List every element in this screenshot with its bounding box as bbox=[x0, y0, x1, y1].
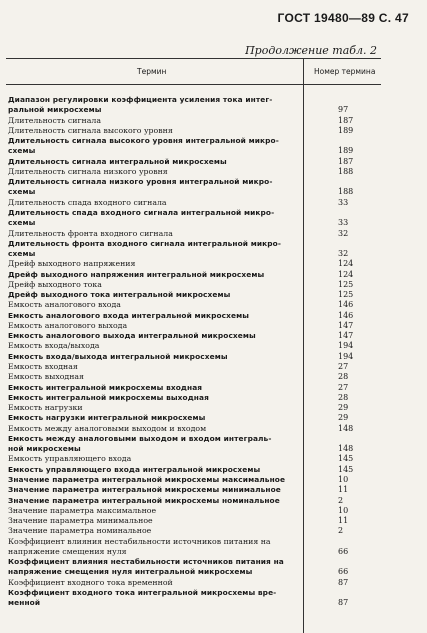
term-number: 28 bbox=[338, 372, 349, 382]
table-row bbox=[8, 598, 418, 607]
table-row bbox=[8, 588, 418, 597]
term-number: 97 bbox=[338, 105, 349, 115]
table-row bbox=[8, 383, 418, 392]
table-row bbox=[8, 259, 418, 268]
term-number: 27 bbox=[338, 382, 349, 392]
term-text: Емкость аналогового выхода интегральной микросхемы bbox=[8, 331, 256, 341]
table-row bbox=[8, 321, 418, 330]
term-number: 27 bbox=[338, 362, 349, 372]
term-text: Диапазон регулировки коэффициента усиления тока интег- bbox=[8, 95, 273, 104]
table-row bbox=[8, 300, 418, 309]
term-number: 10 bbox=[338, 505, 349, 515]
term-text: Значение параметра интегральной микросхемы максимальное bbox=[8, 474, 286, 484]
term-text: Емкость входная bbox=[8, 362, 78, 372]
term-text: Длительность фронта входного сигнала интегральной микро- bbox=[8, 238, 281, 248]
term-text: Емкость нагрузки интегральной микросхемы bbox=[8, 413, 206, 423]
table-header-rule bbox=[6, 84, 381, 85]
term-text: Длительность сигнала низкого уровня bbox=[8, 166, 168, 176]
term-number: 87 bbox=[338, 577, 349, 587]
term-text: напряжение смещения нуля интегральной микросхемы bbox=[8, 567, 253, 577]
table-row bbox=[8, 341, 418, 350]
term-number: 147 bbox=[338, 320, 354, 330]
table-row bbox=[8, 239, 418, 248]
term-number: 10 bbox=[338, 474, 349, 484]
term-text: напряжение смещения нуля bbox=[8, 546, 127, 556]
term-text: ральной микросхемы bbox=[8, 105, 102, 115]
term-number: 125 bbox=[338, 279, 354, 289]
term-number: 87 bbox=[338, 598, 349, 608]
term-text: Значение параметра максимальное bbox=[8, 505, 157, 515]
term-number: 66 bbox=[338, 567, 349, 577]
term-number: 28 bbox=[338, 392, 349, 402]
table-row bbox=[8, 526, 418, 535]
term-text: Коэффициент влияния нестабильности источников питания на bbox=[8, 557, 284, 567]
table-row bbox=[8, 567, 418, 576]
term-text: Коэффициент влияния нестабильности источников питания на bbox=[8, 536, 271, 546]
table-row bbox=[8, 208, 418, 217]
term-number: 2 bbox=[338, 495, 344, 505]
term-text: Емкость нагрузки bbox=[8, 403, 83, 413]
term-number: 148 bbox=[338, 444, 354, 454]
term-text: Длительность спада входного сигнала bbox=[8, 197, 167, 207]
table-row bbox=[8, 311, 418, 320]
table-row bbox=[8, 578, 418, 587]
page-header: ГОСТ 19480—89 С. 47 bbox=[277, 11, 409, 25]
term-number: 147 bbox=[338, 331, 354, 341]
table-row bbox=[8, 557, 418, 566]
table-row bbox=[8, 547, 418, 556]
term-number: 29 bbox=[338, 413, 349, 423]
term-number: 189 bbox=[338, 125, 354, 135]
table-row bbox=[8, 444, 418, 453]
term-text: Емкость аналогового входа интегральной микросхемы bbox=[8, 310, 250, 320]
term-number: 146 bbox=[338, 300, 354, 310]
table-top-rule bbox=[6, 58, 381, 59]
term-text: Емкость управляющего входа bbox=[8, 454, 132, 464]
table-row bbox=[8, 362, 418, 371]
term-text: Значение параметра минимальное bbox=[8, 516, 153, 526]
table-row bbox=[8, 146, 418, 155]
term-number: 33 bbox=[338, 218, 349, 228]
term-number: 194 bbox=[338, 341, 354, 351]
table-row bbox=[8, 280, 418, 289]
table-row bbox=[8, 126, 418, 135]
term-number: 188 bbox=[338, 166, 354, 176]
term-text: ной микросхемы bbox=[8, 444, 81, 454]
term-text: схемы bbox=[8, 146, 36, 156]
term-text: Длительность сигнала интегральной микросхемы bbox=[8, 156, 227, 166]
term-text: схемы bbox=[8, 218, 36, 228]
term-text: Значение параметра интегральной микросхемы минимальное bbox=[8, 485, 281, 495]
term-text: менной bbox=[8, 598, 41, 608]
term-number: 32 bbox=[338, 228, 349, 238]
term-text: Длительность фронта входного сигнала bbox=[8, 228, 173, 238]
term-number: 187 bbox=[338, 115, 354, 125]
column-header-number: Номер термина bbox=[314, 67, 376, 76]
table-row bbox=[8, 454, 418, 463]
term-number: 145 bbox=[338, 464, 354, 474]
term-text: Емкость аналогового входа bbox=[8, 300, 121, 310]
table-row bbox=[8, 537, 418, 546]
table-row bbox=[8, 249, 418, 258]
term-number: 187 bbox=[338, 156, 354, 166]
table-row bbox=[8, 331, 418, 340]
table-row bbox=[8, 424, 418, 433]
term-text: Емкость входа/выхода bbox=[8, 341, 100, 351]
table-row bbox=[8, 187, 418, 196]
term-text: Дрейф выходного тока интегральной микросхемы bbox=[8, 290, 231, 300]
table-row bbox=[8, 95, 418, 104]
table-row bbox=[8, 393, 418, 402]
table-row bbox=[8, 229, 418, 238]
term-text: Длительность спада входного сигнала интегральной микро- bbox=[8, 207, 275, 217]
term-number: 148 bbox=[338, 423, 354, 433]
term-text: схемы bbox=[8, 187, 36, 197]
term-number: 32 bbox=[338, 249, 349, 259]
table-row bbox=[8, 413, 418, 422]
term-text: Длительность сигнала высокого уровня bbox=[8, 125, 173, 135]
term-number: 145 bbox=[338, 454, 354, 464]
term-number: 66 bbox=[338, 546, 349, 556]
table-row bbox=[8, 372, 418, 381]
term-text: Значение параметра интегральной микросхемы номинальное bbox=[8, 495, 280, 505]
table-row bbox=[8, 485, 418, 494]
table-row bbox=[8, 475, 418, 484]
table-row bbox=[8, 516, 418, 525]
table-row bbox=[8, 496, 418, 505]
table-row bbox=[8, 218, 418, 227]
term-text: Емкость выходная bbox=[8, 372, 84, 382]
table-row bbox=[8, 434, 418, 443]
term-text: Дрейф выходного напряжения интегральной микросхемы bbox=[8, 269, 265, 279]
term-text: Емкость между аналоговыми выходом и входом интеграль- bbox=[8, 433, 272, 443]
term-text: Коэффициент входного тока интегральной микросхемы вре- bbox=[8, 587, 277, 597]
column-header-term: Термин bbox=[137, 67, 167, 76]
table-row bbox=[8, 270, 418, 279]
table-row bbox=[8, 105, 418, 114]
term-text: Коэффициент входного тока временной bbox=[8, 577, 173, 587]
term-text: Емкость управляющего входа интегральной микросхемы bbox=[8, 464, 261, 474]
term-text: Емкость интегральной микросхемы входная bbox=[8, 382, 203, 392]
table-row bbox=[8, 465, 418, 474]
table-row bbox=[8, 177, 418, 186]
term-number: 194 bbox=[338, 351, 354, 361]
table-row bbox=[8, 506, 418, 515]
term-text: Дрейф выходного тока bbox=[8, 279, 102, 289]
term-text: Емкость входа/выхода интегральной микросхемы bbox=[8, 351, 228, 361]
term-number: 33 bbox=[338, 197, 349, 207]
term-text: Длительность сигнала bbox=[8, 115, 102, 125]
term-text: Емкость аналогового выхода bbox=[8, 320, 128, 330]
term-text: Дрейф выходного напряжения bbox=[8, 259, 136, 269]
term-number: 189 bbox=[338, 146, 354, 156]
term-number: 124 bbox=[338, 259, 354, 269]
term-text: Емкость интегральной микросхемы выходная bbox=[8, 392, 209, 402]
term-text: Емкость между аналоговыми выходом и входом bbox=[8, 423, 207, 433]
table-row bbox=[8, 290, 418, 299]
term-number: 29 bbox=[338, 403, 349, 413]
term-text: Длительность сигнала низкого уровня интегральной микро- bbox=[8, 177, 273, 187]
term-text: Значение параметра номинальное bbox=[8, 526, 152, 536]
table-row bbox=[8, 116, 418, 125]
term-number: 11 bbox=[338, 516, 349, 526]
term-number: 2 bbox=[338, 526, 344, 536]
table-row bbox=[8, 136, 418, 145]
table-row bbox=[8, 198, 418, 207]
table-row bbox=[8, 157, 418, 166]
term-number: 146 bbox=[338, 310, 354, 320]
table-row bbox=[8, 403, 418, 412]
term-number: 11 bbox=[338, 485, 349, 495]
table-continuation-label: Продолжение табл. 2 bbox=[245, 44, 377, 57]
term-number: 124 bbox=[338, 269, 354, 279]
term-text: Длительность сигнала высокого уровня интегральной микро- bbox=[8, 136, 279, 146]
term-number: 188 bbox=[338, 187, 354, 197]
table-row bbox=[8, 352, 418, 361]
table-row bbox=[8, 167, 418, 176]
term-number: 125 bbox=[338, 290, 354, 300]
term-text: схемы bbox=[8, 249, 36, 259]
